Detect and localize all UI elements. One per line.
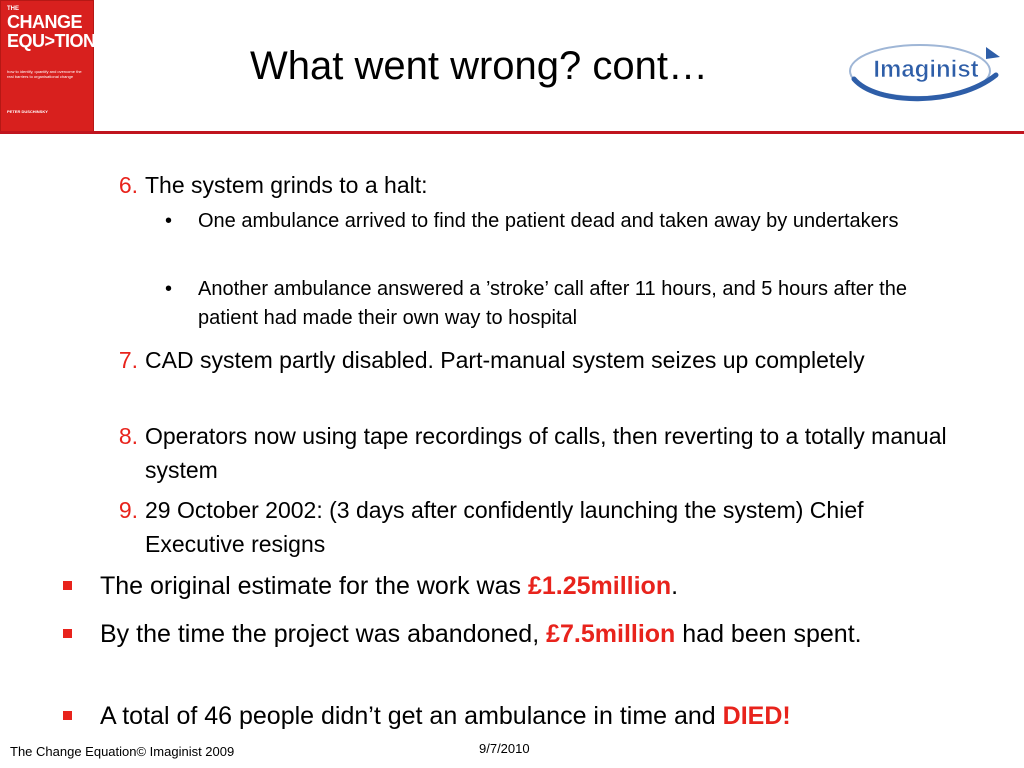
numbered-item-6 xyxy=(118,168,965,202)
bullet-icon: • xyxy=(165,278,173,300)
book-cover-image xyxy=(0,0,94,132)
item-number: 8. xyxy=(118,423,138,449)
sub-bullet-1 xyxy=(165,207,968,236)
item-number: 9. xyxy=(118,497,138,523)
sub-bullet-2 xyxy=(165,275,968,333)
bullet-text-end: had been spent. xyxy=(675,620,862,648)
imaginist-logo xyxy=(846,35,1002,107)
sub-bullet-text: Another ambulance answered a ’stroke’ call after 11 hours, and 5 hours after the patient had made their own way to hospital xyxy=(198,278,907,329)
book-cover-title-line2: EQU>TION xyxy=(7,31,96,51)
footer-copyright: The Change Equation© Imaginist 2009 xyxy=(10,744,235,759)
bullet-highlight: £7.5million xyxy=(546,620,676,648)
square-bullet-icon xyxy=(63,711,72,720)
bullet-text: By the time the project was abandoned, xyxy=(100,620,547,648)
item-text: 29 October 2002: (3 days after confidently launching the system) Chief Executive resigns xyxy=(145,497,864,557)
header-divider xyxy=(0,131,1024,134)
main-bullet-2 xyxy=(100,616,980,653)
logo-text: Imaginist xyxy=(873,56,979,83)
bullet-highlight: £1.25million xyxy=(527,572,672,600)
book-cover-author: PETER DUSCHINSKY xyxy=(7,109,48,114)
item-number: 6. xyxy=(118,172,138,198)
bullet-text-end: . xyxy=(671,572,679,600)
numbered-item-9 xyxy=(118,493,965,561)
main-bullet-1 xyxy=(100,568,980,605)
book-cover-the: THE xyxy=(7,6,19,12)
bullet-text: The original estimate for the work was xyxy=(100,572,528,600)
bullet-icon: • xyxy=(165,210,173,232)
item-text: Operators now using tape recordings of calls, then reverting to a totally manual system xyxy=(145,423,947,483)
item-text: CAD system partly disabled. Part-manual system seizes up completely xyxy=(145,347,865,373)
main-bullet-3 xyxy=(100,698,980,735)
item-number: 7. xyxy=(118,347,138,373)
slide-title: What went wrong? cont… xyxy=(250,44,708,88)
bullet-text: A total of 46 people didn’t get an ambulance in time and xyxy=(100,702,723,730)
item-text: The system grinds to a halt: xyxy=(145,172,428,198)
square-bullet-icon xyxy=(63,629,72,638)
book-cover-title-line1: CHANGE xyxy=(7,12,83,32)
footer-date: 9/7/2010 xyxy=(479,741,530,756)
bullet-highlight: DIED! xyxy=(722,702,791,730)
book-cover-subtitle: how to identify, quantify and overcome the real barriers to organisational change xyxy=(7,69,82,79)
square-bullet-icon xyxy=(63,581,72,590)
numbered-item-7 xyxy=(118,343,965,377)
numbered-item-8 xyxy=(118,419,965,487)
sub-bullet-text: One ambulance arrived to find the patient dead and taken away by undertakers xyxy=(198,210,899,232)
